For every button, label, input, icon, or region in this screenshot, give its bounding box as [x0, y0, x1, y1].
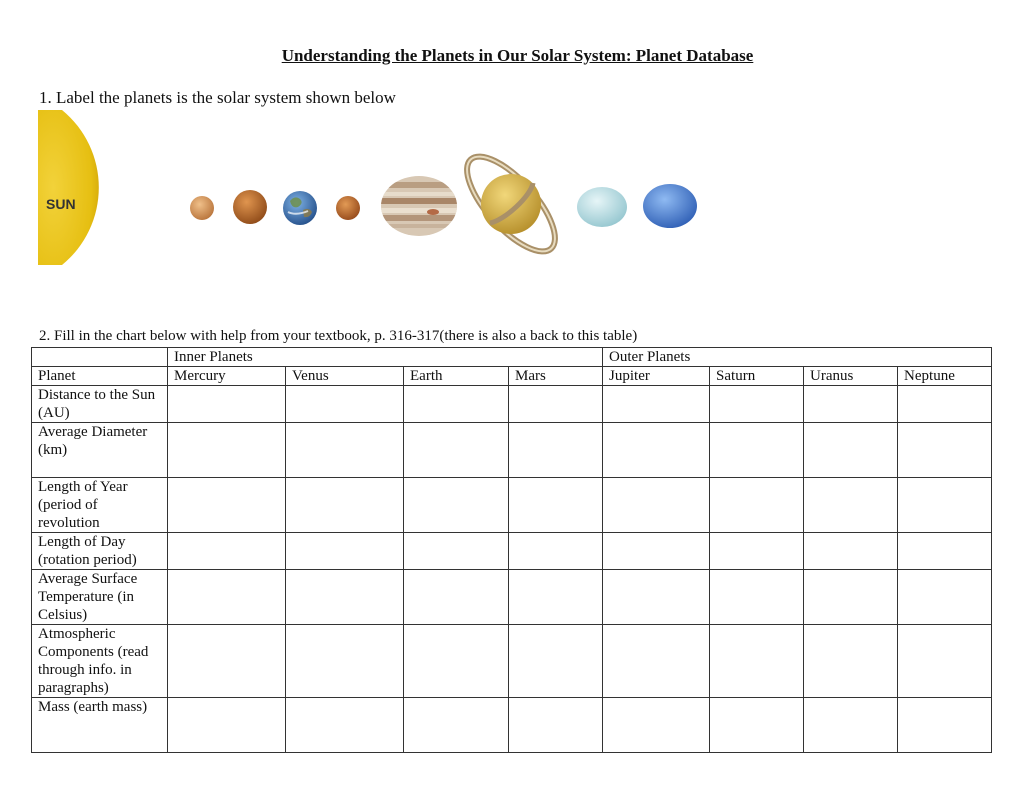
answer-cell[interactable] — [168, 570, 286, 625]
table-row — [32, 478, 992, 533]
table-row — [32, 698, 992, 753]
solar-system-image — [38, 108, 718, 273]
planet-column-header: Planet — [32, 367, 168, 386]
answer-cell[interactable] — [804, 698, 898, 753]
group-header-row — [32, 348, 992, 367]
answer-cell[interactable] — [168, 386, 286, 423]
header-uranus: Uranus — [804, 367, 898, 386]
answer-cell[interactable] — [710, 570, 804, 625]
mars-icon — [336, 196, 360, 220]
answer-cell[interactable] — [710, 625, 804, 698]
answer-cell[interactable] — [509, 478, 603, 533]
answer-cell[interactable] — [404, 478, 509, 533]
answer-cell[interactable] — [404, 533, 509, 570]
answer-cell[interactable] — [804, 423, 898, 478]
row-label-distance: Distance to the Sun (AU) — [32, 386, 168, 423]
answer-cell[interactable] — [509, 570, 603, 625]
sun-label: SUN — [46, 196, 76, 212]
mercury-icon — [190, 196, 214, 220]
row-label-day: Length of Day (rotation period) — [32, 533, 168, 570]
answer-cell[interactable] — [168, 698, 286, 753]
table-row — [32, 386, 992, 423]
earth-icon — [283, 191, 317, 225]
answer-cell[interactable] — [509, 386, 603, 423]
answer-cell[interactable] — [286, 698, 404, 753]
answer-cell[interactable] — [710, 698, 804, 753]
venus-icon — [233, 190, 267, 224]
neptune-icon — [643, 184, 697, 228]
answer-cell[interactable] — [603, 698, 710, 753]
row-label-atmosphere: Atmospheric Components (read through info. in paragraphs) — [32, 625, 168, 698]
row-label-year: Length of Year (period of revolution — [32, 478, 168, 533]
question-1: 1. Label the planets is the solar system shown below — [39, 88, 396, 107]
uranus-icon — [577, 187, 627, 227]
answer-cell[interactable] — [603, 533, 710, 570]
table-row — [32, 533, 992, 570]
answer-cell[interactable] — [603, 386, 710, 423]
answer-cell[interactable] — [404, 625, 509, 698]
answer-cell[interactable] — [286, 625, 404, 698]
table-row — [32, 423, 992, 478]
answer-cell[interactable] — [898, 625, 992, 698]
saturn-icon — [453, 143, 569, 264]
answer-cell[interactable] — [710, 386, 804, 423]
row-label-temperature: Average Surface Temperature (in Celsius) — [32, 570, 168, 625]
answer-cell[interactable] — [603, 423, 710, 478]
answer-cell[interactable] — [898, 423, 992, 478]
header-mars: Mars — [509, 367, 603, 386]
answer-cell[interactable] — [804, 570, 898, 625]
header-earth: Earth — [404, 367, 509, 386]
answer-cell[interactable] — [168, 478, 286, 533]
header-mercury: Mercury — [168, 367, 286, 386]
jupiter-icon — [378, 176, 460, 236]
question-2: 2. Fill in the chart below with help from your textbook, p. 316-317(there is also a back to this table) — [39, 328, 638, 344]
answer-cell[interactable] — [286, 478, 404, 533]
answer-cell[interactable] — [603, 478, 710, 533]
answer-cell[interactable] — [710, 533, 804, 570]
answer-cell[interactable] — [898, 698, 992, 753]
answer-cell[interactable] — [168, 423, 286, 478]
empty-corner-cell — [32, 348, 168, 367]
table-row — [32, 625, 992, 698]
answer-cell[interactable] — [168, 625, 286, 698]
answer-cell[interactable] — [804, 386, 898, 423]
header-neptune: Neptune — [898, 367, 992, 386]
answer-cell[interactable] — [286, 570, 404, 625]
answer-cell[interactable] — [509, 625, 603, 698]
answer-cell[interactable] — [898, 478, 992, 533]
answer-cell[interactable] — [286, 533, 404, 570]
answer-cell[interactable] — [898, 533, 992, 570]
answer-cell[interactable] — [710, 423, 804, 478]
answer-cell[interactable] — [898, 570, 992, 625]
header-jupiter: Jupiter — [603, 367, 710, 386]
answer-cell[interactable] — [404, 386, 509, 423]
answer-cell[interactable] — [509, 423, 603, 478]
answer-cell[interactable] — [404, 570, 509, 625]
answer-cell[interactable] — [710, 478, 804, 533]
row-label-mass: Mass (earth mass) — [32, 698, 168, 753]
answer-cell[interactable] — [898, 386, 992, 423]
sun-icon — [38, 110, 99, 265]
answer-cell[interactable] — [804, 478, 898, 533]
header-saturn: Saturn — [710, 367, 804, 386]
answer-cell[interactable] — [804, 533, 898, 570]
answer-cell[interactable] — [168, 533, 286, 570]
planet-header-row — [32, 367, 992, 386]
answer-cell[interactable] — [603, 625, 710, 698]
inner-planets-header: Inner Planets — [168, 348, 603, 367]
planet-database-table — [31, 347, 992, 753]
answer-cell[interactable] — [509, 698, 603, 753]
answer-cell[interactable] — [804, 625, 898, 698]
answer-cell[interactable] — [286, 386, 404, 423]
row-label-diameter: Average Diameter (km) — [32, 423, 168, 478]
answer-cell[interactable] — [404, 423, 509, 478]
answer-cell[interactable] — [404, 698, 509, 753]
answer-cell[interactable] — [286, 423, 404, 478]
page-title: Understanding the Planets in Our Solar System: Planet Database — [281, 46, 754, 65]
header-venus: Venus — [286, 367, 404, 386]
answer-cell[interactable] — [603, 570, 710, 625]
answer-cell[interactable] — [509, 533, 603, 570]
outer-planets-header: Outer Planets — [603, 348, 992, 367]
table-row — [32, 570, 992, 625]
